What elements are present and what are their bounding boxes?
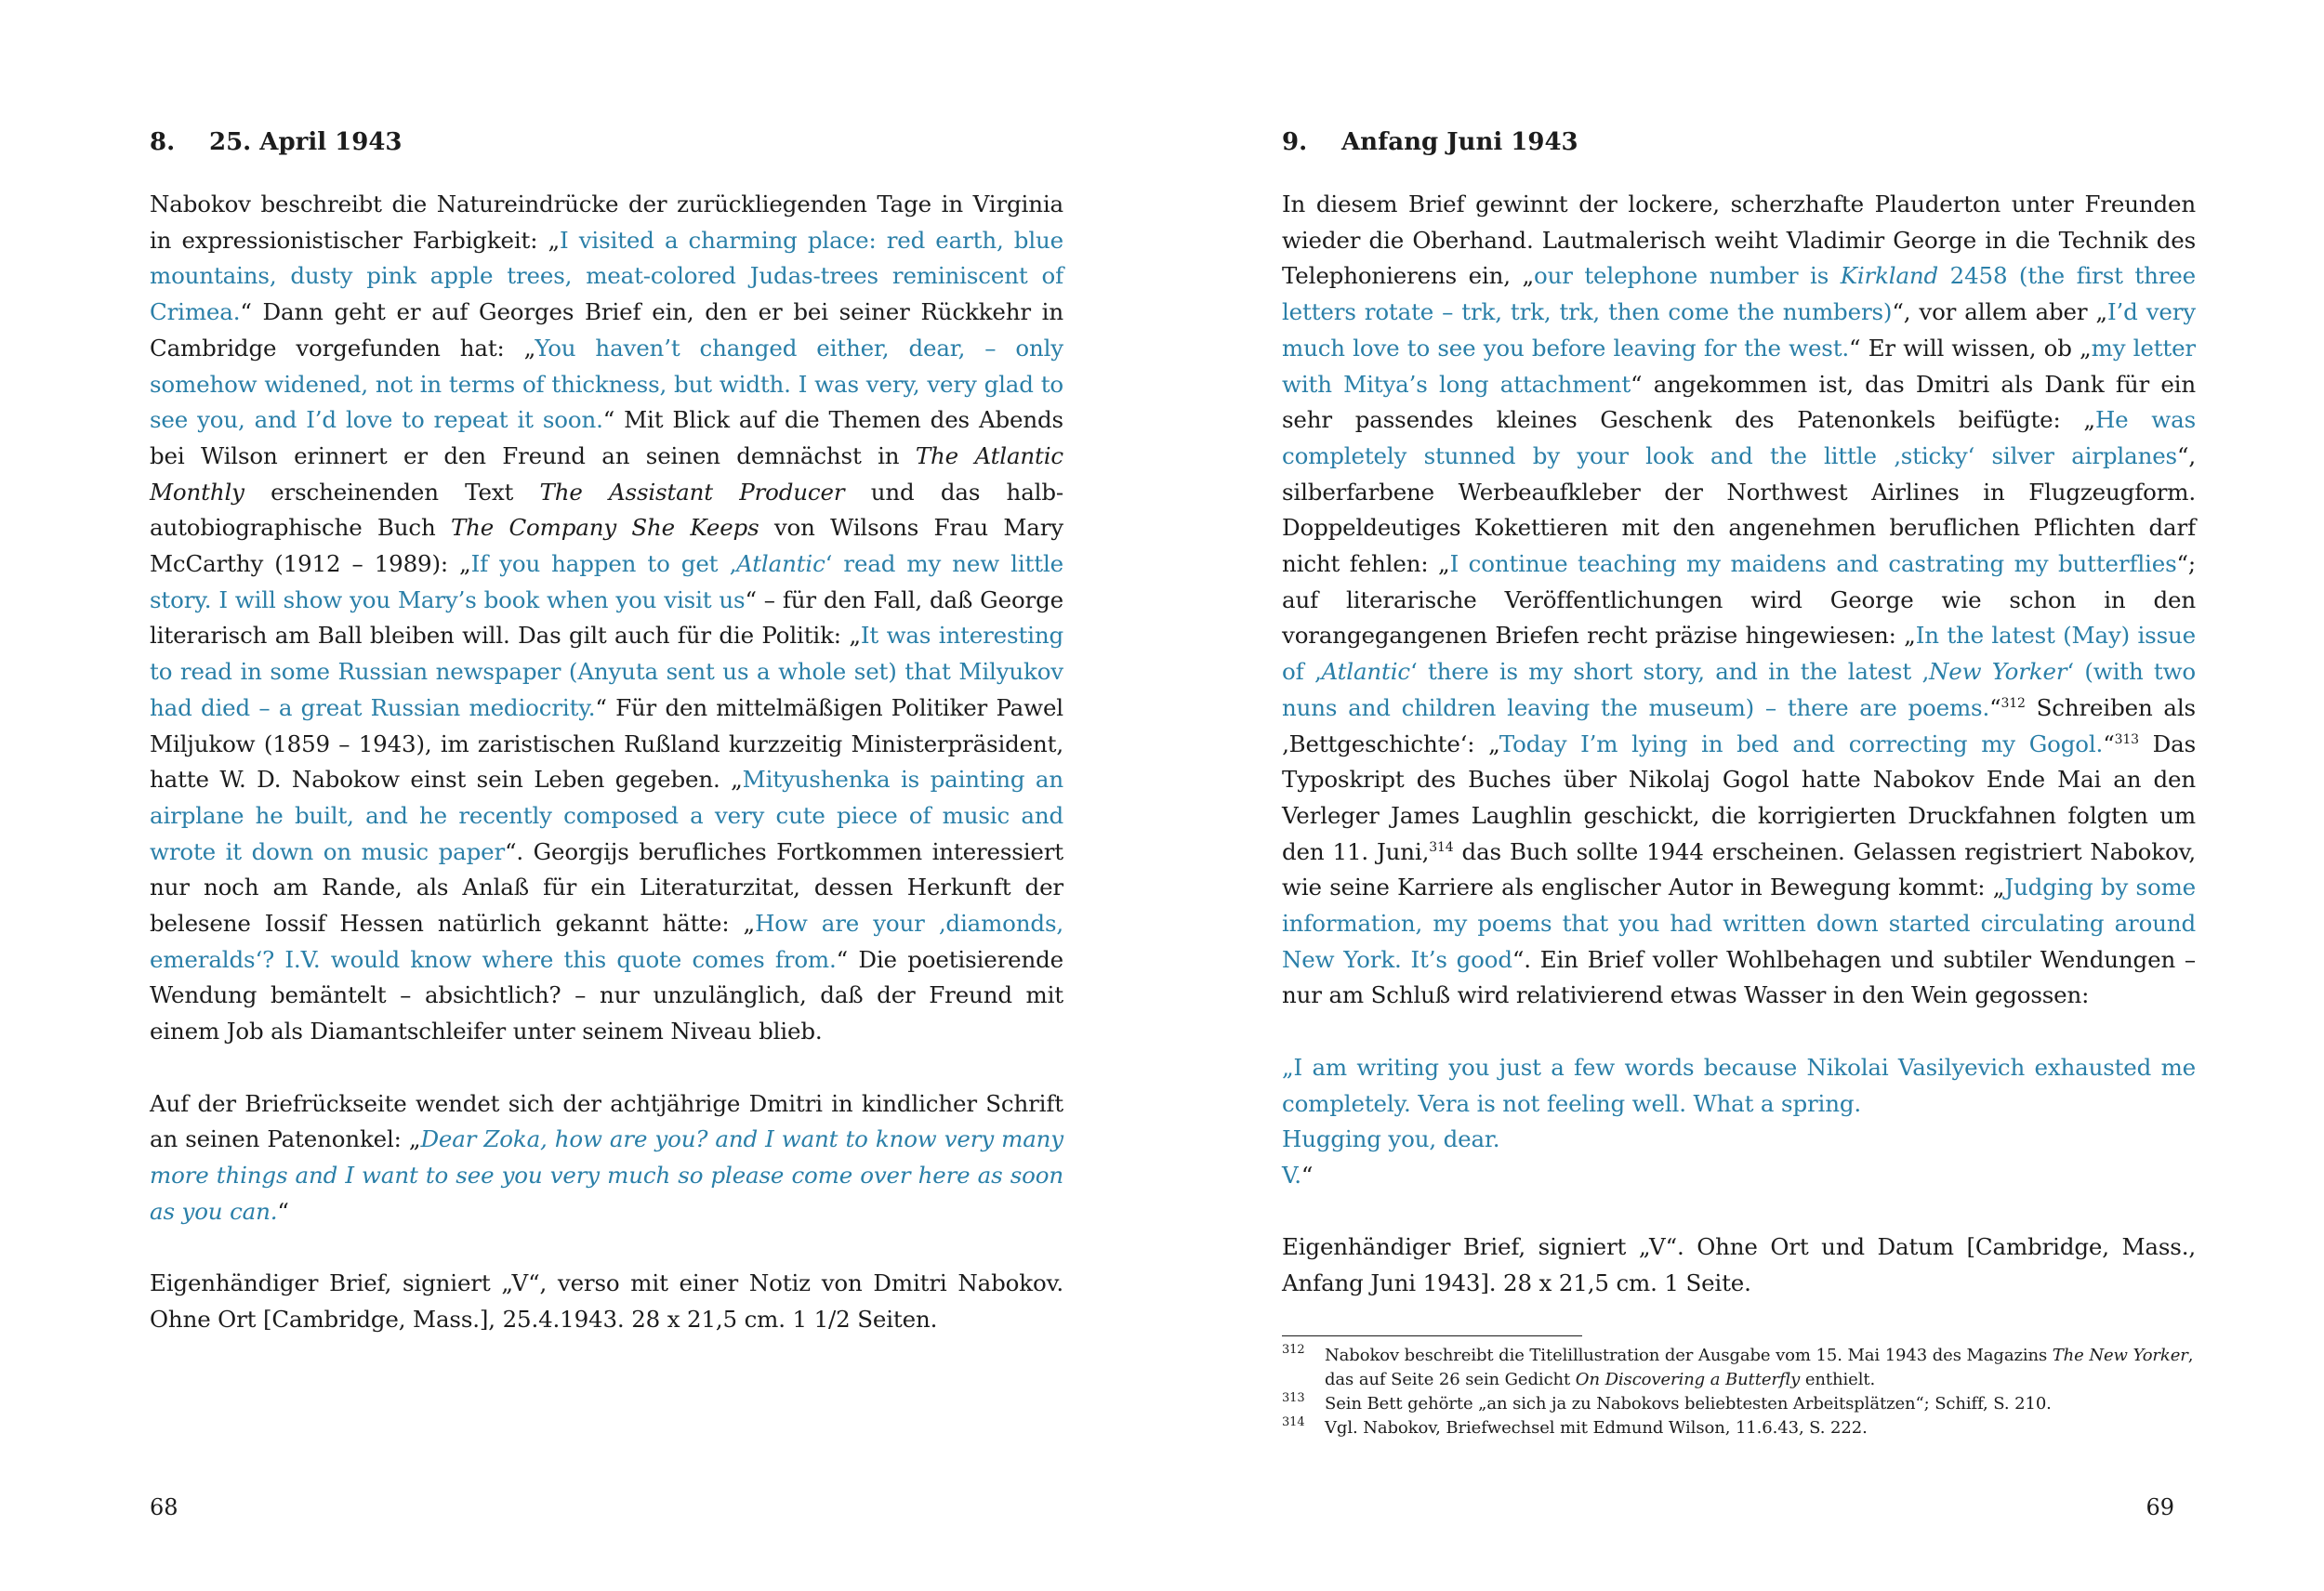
section-number: 8. <box>150 128 176 156</box>
text-run: On Discovering a Butterfly <box>1575 1370 1801 1389</box>
footnote-number: 313 <box>1282 1391 1305 1405</box>
right-page <box>1162 0 2324 1591</box>
text-run: “; auf literarische Veröffentlichungen wird George wie schon in den vorangegangenen Briefen recht präzise hingewiesen: „ <box>1282 550 2196 650</box>
text-run: enthielt. <box>1800 1370 1876 1389</box>
text-run: , das auf Seite 26 sein Gedicht <box>1325 1346 2194 1389</box>
quote-text: „ <box>1282 1053 1294 1081</box>
section-title: 25. April 1943 <box>209 128 403 156</box>
text-run: “ angekommen ist, das Dmitri als Dank für ein sehr passendes kleines Geschenk des Patenonkels beifügte: „ <box>1282 370 2196 434</box>
text-run: “. Ein Brief voller Wohlbehagen und subtiler Wendungen – nur am Schluß wird relativierend etwas Wasser in den Wein gegossen: <box>1282 945 2196 1009</box>
quote-text: It was interesting to read in some Russian newspaper (Anyuta sent us a whole set) that Milyukov had died – a great Russian mediocrity. <box>150 622 1063 721</box>
text-run: erscheinenden Text <box>244 478 540 506</box>
quote-text: In the latest (May) issue of ‚ <box>1282 622 2196 686</box>
quote-text: Atlantic <box>736 550 825 578</box>
text-run: Eigenhändiger Brief, signiert „V“, verso mit einer Notiz von Dmitri Nabokov. Ohne Ort [Cambridge, Mass.], 25.4.1943. 28 x 21,5 cm. 1 1/2 Seiten. <box>150 1269 1063 1333</box>
text-run: Nabokov beschreibt die Natureindrücke der zurückliegenden Tage in Virginia in expressionistischer Farbigkeit: „ <box>150 191 1063 254</box>
text-run: “ <box>2103 730 2115 757</box>
page-number: 68 <box>150 1494 178 1520</box>
section-heading <box>150 126 403 158</box>
paragraph <box>1282 187 2196 1014</box>
quote-text: I am writing you just a few words because Nikolai Vasilyevich exhausted me completely. Vera is not feeling well. What a spring. <box>1282 1053 2196 1117</box>
section-heading <box>1282 126 1578 158</box>
text-run: The Company She Keeps <box>450 514 759 542</box>
footnote-text <box>1325 1394 2052 1413</box>
paragraph <box>1282 1050 2196 1194</box>
quote-text: ‘ there is my short story, and in the latest ‚ <box>1410 658 1929 686</box>
quote-text: our telephone number is <box>1534 262 1841 290</box>
section-number: 9. <box>1282 128 1308 156</box>
quote-text: my letter with Mitya’s long attachment <box>1282 334 2196 398</box>
paragraph <box>1282 1229 2196 1301</box>
footnote <box>1282 1416 2196 1440</box>
footnote-ref: 314 <box>1429 839 1454 855</box>
paragraph <box>150 1266 1063 1337</box>
paragraph <box>150 1086 1063 1230</box>
text-run: Vgl. Nabokov, Briefwechsel mit Edmund Wilson, 11.6.43, S. 222. <box>1325 1418 1868 1438</box>
page-number: 69 <box>2146 1494 2174 1520</box>
footnote-number: 312 <box>1282 1343 1305 1357</box>
quote-text: Dear Zoka, how are you? and I want to know very many more things and I want to see you very much so please come over here as soon as you can. <box>150 1125 1063 1225</box>
text-run: Das Typoskript des Buches über Nikolaj Gogol hatte Nabokov Ende Mai an den Verleger James Laughlin geschickt, die korrigierten Druckfahnen folgten um den 11. Juni, <box>1282 730 2196 865</box>
text-run: “ <box>1301 1161 1314 1189</box>
text-run: “ Für den mittelmäßigen Politiker Pawel Miljukow (1859 – 1943), im zaristischen Rußland kurzzeitig Ministerpräsident, hatte W. D. Nabokow einst sein Leben gegeben. „ <box>150 693 1063 794</box>
text-run: “ Dann geht er auf Georges Brief ein, den er bei seiner Rückkehr in Cambridge vorgefunden hat: „ <box>150 298 1063 362</box>
text-run: “, silberfarbene Werbeaufkleber der Northwest Airlines in Flugzeugform. Doppeldeutiges Kokettieren mit den angenehmen beruflichen Pflichten darf nicht fehlen: „ <box>1282 441 2196 578</box>
footnote-divider <box>1282 1335 1582 1336</box>
paragraph <box>150 187 1063 1050</box>
text-run: The Atlantic Monthly <box>150 441 1063 506</box>
text-run: “. Georgijs berufliches Fortkommen interessiert nur noch am Rande, als Anlaß für ein Literaturzitat, dessen Herkunft der belesene Iossif Hessen natürlich gekannt hätte: „ <box>150 837 1063 938</box>
footnote <box>1282 1344 2196 1392</box>
text-run: Nabokov beschreibt die Titelillustration der Ausgabe vom 15. Mai 1943 des Magazins <box>1325 1346 2053 1365</box>
quote-text: I’d very much love to see you before leaving for the west. <box>1282 298 2196 362</box>
quote-text: I continue teaching my maidens and castrating my butterflies <box>1449 550 2177 578</box>
quote-text: V. <box>1282 1161 1301 1189</box>
footnote-number: 314 <box>1282 1415 1305 1429</box>
quote-text: You haven’t changed either, dear, – only somehow widened, not in terms of thickness, but width. I was very, very glad to see you, and I’d love to repeat it soon. <box>150 334 1063 434</box>
text-run: Sein Bett gehörte „an sich ja zu Nabokovs beliebtesten Arbeitsplätzen“; Schiff, S. 210. <box>1325 1394 2052 1413</box>
footnotes <box>1282 1344 2196 1440</box>
quote-text: ‘ read my new little story. I will show you Mary’s book when you visit us <box>150 550 1063 613</box>
quote-text: 2458 (the first three letters rotate – trk, trk, trk, then come the numbers) <box>1282 262 2196 326</box>
text-run: “, vor allem aber „ <box>1892 298 2107 326</box>
footnote-text <box>1325 1346 2193 1389</box>
text-run: und das halb-autobiographische Buch <box>150 478 1063 542</box>
text-run: Auf der Briefrückseite wendet sich der achtjährige Dmitri in kindlicher Schrift an seinen Patenonkel: „ <box>150 1089 1063 1153</box>
footnote-ref: 313 <box>2114 731 2139 747</box>
text-run: “ <box>277 1197 289 1225</box>
body-text <box>150 187 1063 1337</box>
text-run: das Buch sollte 1944 erscheinen. Gelassen registriert Nabokov, wie seine Karriere als englischer Autor in Bewegung kommt: „ <box>1282 837 2196 901</box>
quote-text: How are your ‚diamonds, emeralds‘? I.V. would know where this quote comes from. <box>150 910 1063 973</box>
quote-text: New Yorker <box>1928 658 2067 686</box>
quote-text: If you happen to get ‚ <box>470 550 737 578</box>
section-title: Anfang Juni 1943 <box>1341 128 1578 156</box>
text-run: “ <box>1989 693 2001 721</box>
text-run: The Assistant Producer <box>539 478 845 506</box>
quote-text: Judging by some information, my poems that you had written down started circulating around New York. It’s good <box>1282 874 2197 973</box>
quote-text: I visited a charming place: red earth, blue mountains, dusty pink apple trees, meat-colored Judas-trees reminiscent of Crimea. <box>150 226 1063 326</box>
footnote-text <box>1325 1418 1868 1438</box>
quote-text: Mityushenka is painting an airplane he built, and he recently composed a very cute piece of music and wrote it down on music paper <box>150 766 1063 865</box>
body-text <box>1282 187 2196 1302</box>
text-run: Schreiben als ‚Bettgeschichte‘: „ <box>1282 693 2196 757</box>
text-run: Eigenhändiger Brief, signiert „V“. Ohne Ort und Datum [Cambridge, Mass., Anfang Juni 1943]. 28 x 21,5 cm. 1 Seite. <box>1282 1233 2196 1297</box>
quote-text: He was completely stunned by your look and the little ‚sticky‘ silver airplanes <box>1282 406 2196 469</box>
quote-text: Today I’m lying in bed and correcting my Gogol. <box>1499 730 2104 757</box>
text-run: “ Er will wissen, ob „ <box>1849 334 2092 362</box>
text-run: “ Die poetisierende Wendung bemäntelt – absichtlich? – nur unzulänglich, daß der Freund mit einem Job als Diamantschleifer unter seinem Niveau blieb. <box>150 945 1063 1045</box>
quote-text: ‘ (with two nuns and children leaving the museum) – there are poems. <box>1282 658 2197 721</box>
footnote <box>1282 1392 2196 1416</box>
footnote-ref: 312 <box>2000 695 2026 711</box>
text-run: The New Yorker <box>2052 1346 2188 1365</box>
text-run: “ Mit Blick auf die Themen des Abends bei Wilson erinnert er den Freund an seinen demnächst in <box>150 406 1063 469</box>
quote-text: Kirkland <box>1840 262 1939 290</box>
text-run: In diesem Brief gewinnt der lockere, scherzhafte Plauderton unter Freunden wieder die Oberhand. Lautmalerisch weiht Vladimir George in die Technik des Telephonierens ein, „ <box>1282 191 2196 290</box>
quote-text: Hugging you, dear. <box>1282 1125 1500 1153</box>
quote-text: Atlantic <box>1321 658 1411 686</box>
text-run: von Wilsons Frau Mary McCarthy (1912 – 1989): „ <box>150 514 1063 578</box>
text-run: “ – für den Fall, daß George literarisch am Ball bleiben will. Das gilt auch für die Politik: „ <box>150 585 1063 650</box>
